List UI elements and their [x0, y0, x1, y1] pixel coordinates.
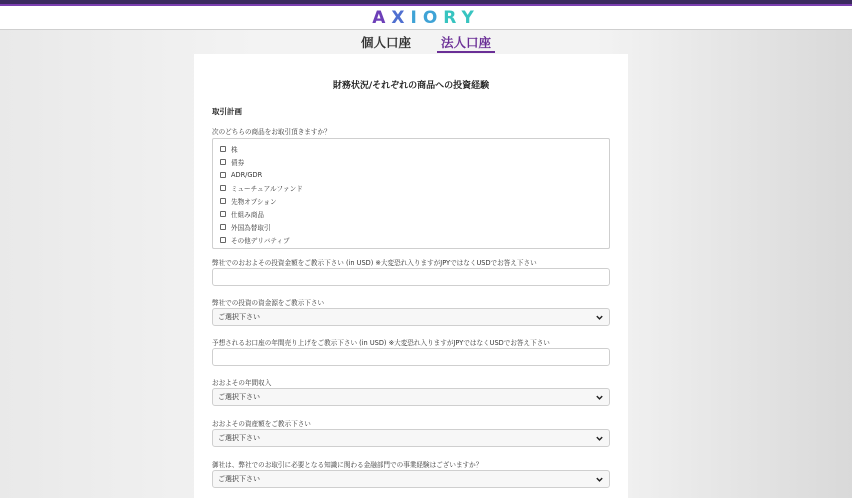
select-value: ご選択下さい — [218, 393, 260, 401]
logo-part-1: A — [372, 7, 392, 28]
annual-sales-input[interactable] — [212, 348, 610, 366]
checkbox[interactable] — [220, 172, 226, 178]
products-checkbox-group — [212, 138, 610, 249]
checkbox-label: ミューチュアルファンド — [231, 185, 303, 193]
checkbox[interactable] — [220, 211, 226, 217]
fund-source-select[interactable] — [212, 308, 610, 326]
checkbox-item-mutual-funds[interactable] — [220, 182, 303, 194]
annual-sales-label: 予想されるお口座の年間売り上げをご教示下さい (in USD) ※大変恐れ入りますがJPYではなくUSDでお答え下さい — [212, 339, 550, 347]
annual-income-select[interactable] — [212, 388, 610, 406]
checkbox-item-forex[interactable] — [220, 221, 271, 233]
section-title-trading-plan: 取引計画 — [212, 107, 242, 116]
checkbox[interactable] — [220, 198, 226, 204]
investment-amount-label: 弊社でのおおよその投資金額をご教示下さい (in USD) ※大変恐れ入りますがJPYではなくUSDでお答え下さい — [212, 259, 537, 267]
select-value: ご選択下さい — [218, 434, 260, 442]
annual-income-label: おおよその年間収入 — [212, 379, 272, 387]
chevron-down-icon — [595, 475, 604, 484]
checkbox-item-bonds[interactable] — [220, 156, 244, 168]
products-question-label: 次のどちらの商品をお取引頂きますか？ — [212, 128, 331, 136]
select-value: ご選択下さい — [218, 475, 260, 483]
chevron-down-icon — [595, 434, 604, 443]
checkbox-item-stocks[interactable] — [220, 143, 238, 155]
logo-part-3: IO — [410, 7, 444, 28]
checkbox[interactable] — [220, 159, 226, 165]
checkbox-item-adr-gdr[interactable] — [220, 169, 262, 181]
checkbox-label: その他デリバティブ — [231, 237, 290, 245]
checkbox-item-other-derivatives[interactable] — [220, 234, 290, 246]
checkbox-item-structured-products[interactable] — [220, 208, 264, 220]
total-assets-label: おおよその資産額をご教示下さい — [212, 420, 311, 428]
checkbox-label: 先物オプション — [231, 198, 277, 206]
logo-part-4: RY — [443, 7, 480, 28]
checkbox-label: 債券 — [231, 159, 245, 167]
axiory-logo[interactable] — [372, 8, 480, 28]
chevron-down-icon — [595, 393, 604, 402]
logo-part-2: X — [391, 7, 411, 28]
total-assets-select[interactable] — [212, 429, 610, 447]
checkbox-label: 外国為替取引 — [231, 224, 271, 232]
investment-amount-input[interactable] — [212, 268, 610, 286]
experience-select[interactable] — [212, 470, 610, 488]
experience-label: 御社は、弊社でのお取引に必要となる知識に関わる金融部門での事業経験はございますか？ — [212, 461, 483, 469]
header — [0, 6, 852, 30]
fund-source-label: 弊社での投資の資金源をご教示下さい — [212, 299, 325, 307]
checkbox[interactable] — [220, 185, 226, 191]
checkbox-item-futures-options[interactable] — [220, 195, 277, 207]
page-title: 財務状況/それぞれの商品への投資経験 — [332, 81, 490, 91]
checkbox[interactable] — [220, 224, 226, 230]
checkbox-label: 株 — [231, 146, 238, 154]
tab-individual-account[interactable]: 個人口座 — [360, 35, 411, 50]
tab-corporate-account[interactable]: 法人口座 — [437, 34, 495, 53]
checkbox-label: 仕組み商品 — [231, 211, 264, 219]
account-type-tabs — [0, 34, 852, 54]
checkbox-label: ADR/GDR — [231, 171, 263, 179]
select-value: ご選択下さい — [218, 313, 260, 321]
checkbox[interactable] — [220, 146, 226, 152]
form-panel — [194, 54, 628, 498]
checkbox[interactable] — [220, 237, 226, 243]
chevron-down-icon — [595, 313, 604, 322]
